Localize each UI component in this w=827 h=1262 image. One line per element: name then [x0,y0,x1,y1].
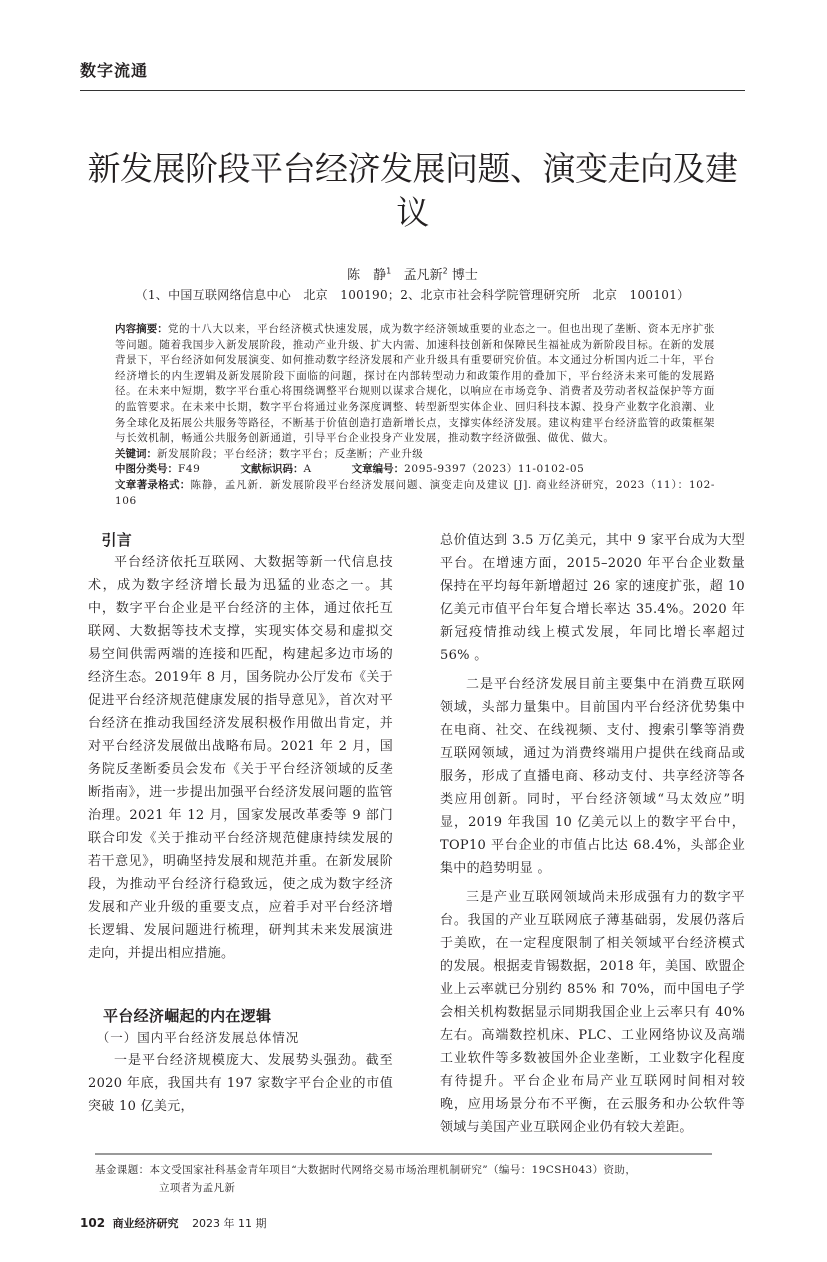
left-column [88,529,393,1139]
subsection-heading: （一）国内平台经济发展总体情况 [96,1030,300,1046]
abstract-text: 党的十八大以来，平台经济模式快速发展，成为数字经济领域重要的业态之一。但也出现了垄断、资本无序扩张等问题。随着我国步入新发展阶段，推动产业升级、扩大内需、加速科技创新和保障民生福祉成为新阶段目标。在新的发展背景下，平台经济如何发展演变、如何推动数字经济发展和产业升级具有重要研究价值。本文通过分析国内近二十年，平台经济增长的内生逻辑及新发展阶段下面临的问题，探讨在内部转型动力和政策作用的叠加下，平台经济未来可能的发展路径。在未来中短期，数字平台重心将围绕调整平台规则以谋求合规化，以响应在市场竞争、消费者及劳动者权益保护等方面的监管要求。在未来中长期，数字平台将通过业务深度调整、转型新型实体企业、回归科技本源、投身产业数字化浪潮、业务全球化及拓展公共服务等路径，不断基于价值创造打造新增长点，支撑实体经济发展。建议构建平台经济监管的政策框架与长效机制，畅通公共服务创新通道，引导平台企业投身产业发展，推动数字经济做强、做优、做大。 [115,323,715,445]
author-2: 孟凡新 [403,268,443,283]
clc-label: 中图分类号： [115,463,178,476]
paragraph: 一是平台经济规模庞大、发展势头强劲。截至 2020 年底，我国共有 197 家数字平台企业的市值突破 10 亿美元， [88,1053,393,1115]
author-2-title: 博士 [451,268,478,283]
article-title: 新发展阶段平台经济发展问题、演变走向及建议 [87,149,738,232]
funding-line-1: 本文受国家社科基金青年项目“大数据时代网络交易市场治理机制研究”（编号：19CSH043）资助， [149,1164,637,1177]
right-column [440,529,745,1139]
citation-text: 陈静，孟凡新．新发展阶段平台经济发展问题、演变走向及建议 [J]. 商业经济研究，2023（11）：102-106 [115,478,715,507]
article-no-value: 2095-9397（2023）11-0102-05 [404,463,585,476]
abstract-block [115,322,715,509]
keywords [115,447,715,463]
authors [80,267,745,285]
journal-name: 商业经济研究 [112,1217,179,1231]
paragraph: 二是平台经济发展目前主要集中在消费互联网领域，头部力量集中。目前国内平台经济优势集中在电商、社交、在线视频、支付、搜索引擎等消费互联网领域，通过为消费终端用户提供在线商品或服务，形成了直播电商、移动支付、共享经济等各类应用创新。同时，平台经济领域“马太效应”明显，2019 年我国 10 亿美元以上的数字平台中，TOP10 平台企业的市值占比达 68.4%，头部企业集中的趋势明显 。 [440,677,745,877]
page-footer [80,1215,745,1232]
issue: 2023 年 11 期 [192,1217,267,1231]
clc-value: F49 [178,463,201,476]
classification [115,462,715,478]
funding-line-2: 立项者为孟凡新 [159,1182,236,1195]
paragraph: 三是产业互联网领域尚未形成强有力的数字平台。我国的产业互联网底子薄基础弱，发展仍落后于美欧，在一定程度限制了相关领域平台经济模式的发展。根据麦肯锡数据，2018 年，美国、欧盟企业上云率就已分别约 85% 和 70%，而中国电子学会相关机构数据显示同期我国企业上云率只有 40% 左右。高端数控机床、PLC、工业网络协议及高端工业软件等多数被国外企业垄断，工业数字化程度有待提升。平台企业布局产业互联网时间相对较晚，应用场景分布不平衡，在云服务和办公软件等领域与美国产业互联网企业仍有较大差距。 [440,890,745,1136]
header-rule [80,90,745,91]
funding-label: 基金课题： [95,1164,150,1177]
paragraph-continued: 总价值达到 3.5 万亿美元，其中 9 家平台成为大型平台。在增速方面，2015–2020 年平台企业数量保持在平均每年新增超过 26 家的速度扩张，超 10 亿美元市值平台年复合增长率达 35.4%。2020 年新冠疫情推动线上模式发展，年同比增长率超过 56% 。 [440,533,745,664]
section-heading: 平台经济崛起的内在逻辑 [103,1007,272,1026]
intro-heading: 引言 [101,531,133,550]
abstract [115,322,715,447]
author-1: 陈 静 [347,268,387,283]
funding-footnote [95,1161,715,1197]
body-columns [80,529,745,1139]
keywords-text: 新发展阶段；平台经济；数字平台；反垄断；产业升级 [157,447,424,460]
article-no-label: 文章编号： [351,463,405,476]
intro-paragraph: 平台经济依托互联网、大数据等新一代信息技术，成为数字经济增长最为迅猛的业态之一。其中，数字平台企业是平台经济的主体，通过依托互联网、大数据等技术支撑，实现实体交易和虚拟交易空间供需两端的连接和匹配，构建起多边市场的经济生态。2019年 8 月，国务院办公厅发布《关于促进平台经济规范健康发展的指导意见》，首次对平台经济在推动我国经济发展积极作用做出肯定，并对平台经济发展做出战略布局。2021 年 2 月，国务院反垄断委员会发布《关于平台经济领域的反垄断指南》，进一步提出加强平台经济发展问题的监管治理。2021 年 12 月，国家发展改革委等 9 部门联合印发《关于推动平台经济规范健康持续发展的若干意见》，明确坚持发展和规范并重。在新发展阶段，为推动平台经济行稳致远，使之成为数字经济发展和产业升级的重要支点，应着手对平台经济增长逻辑、发展问题进行梳理，研判其未来发展演进走向，并提出相应措施。 [88,555,393,962]
abstract-label: 内容摘要： [115,323,168,335]
author-2-sup: 2 [442,266,448,276]
keywords-label: 关键词： [115,447,157,460]
doc-code-label: 文献标识码： [240,463,304,476]
affiliations: （1、中国互联网络信息中心 北京 100190；2、北京市社会科学院管理研究所 北京 100101） [135,288,690,302]
footnote-rule [95,1153,712,1155]
author-1-sup: 1 [386,266,392,276]
section-tag: 数字流通 [80,61,149,80]
citation-label: 文章著录格式： [115,478,191,491]
page-number: 102 [80,1216,106,1231]
citation [115,478,715,509]
doc-code-value: A [303,463,312,476]
